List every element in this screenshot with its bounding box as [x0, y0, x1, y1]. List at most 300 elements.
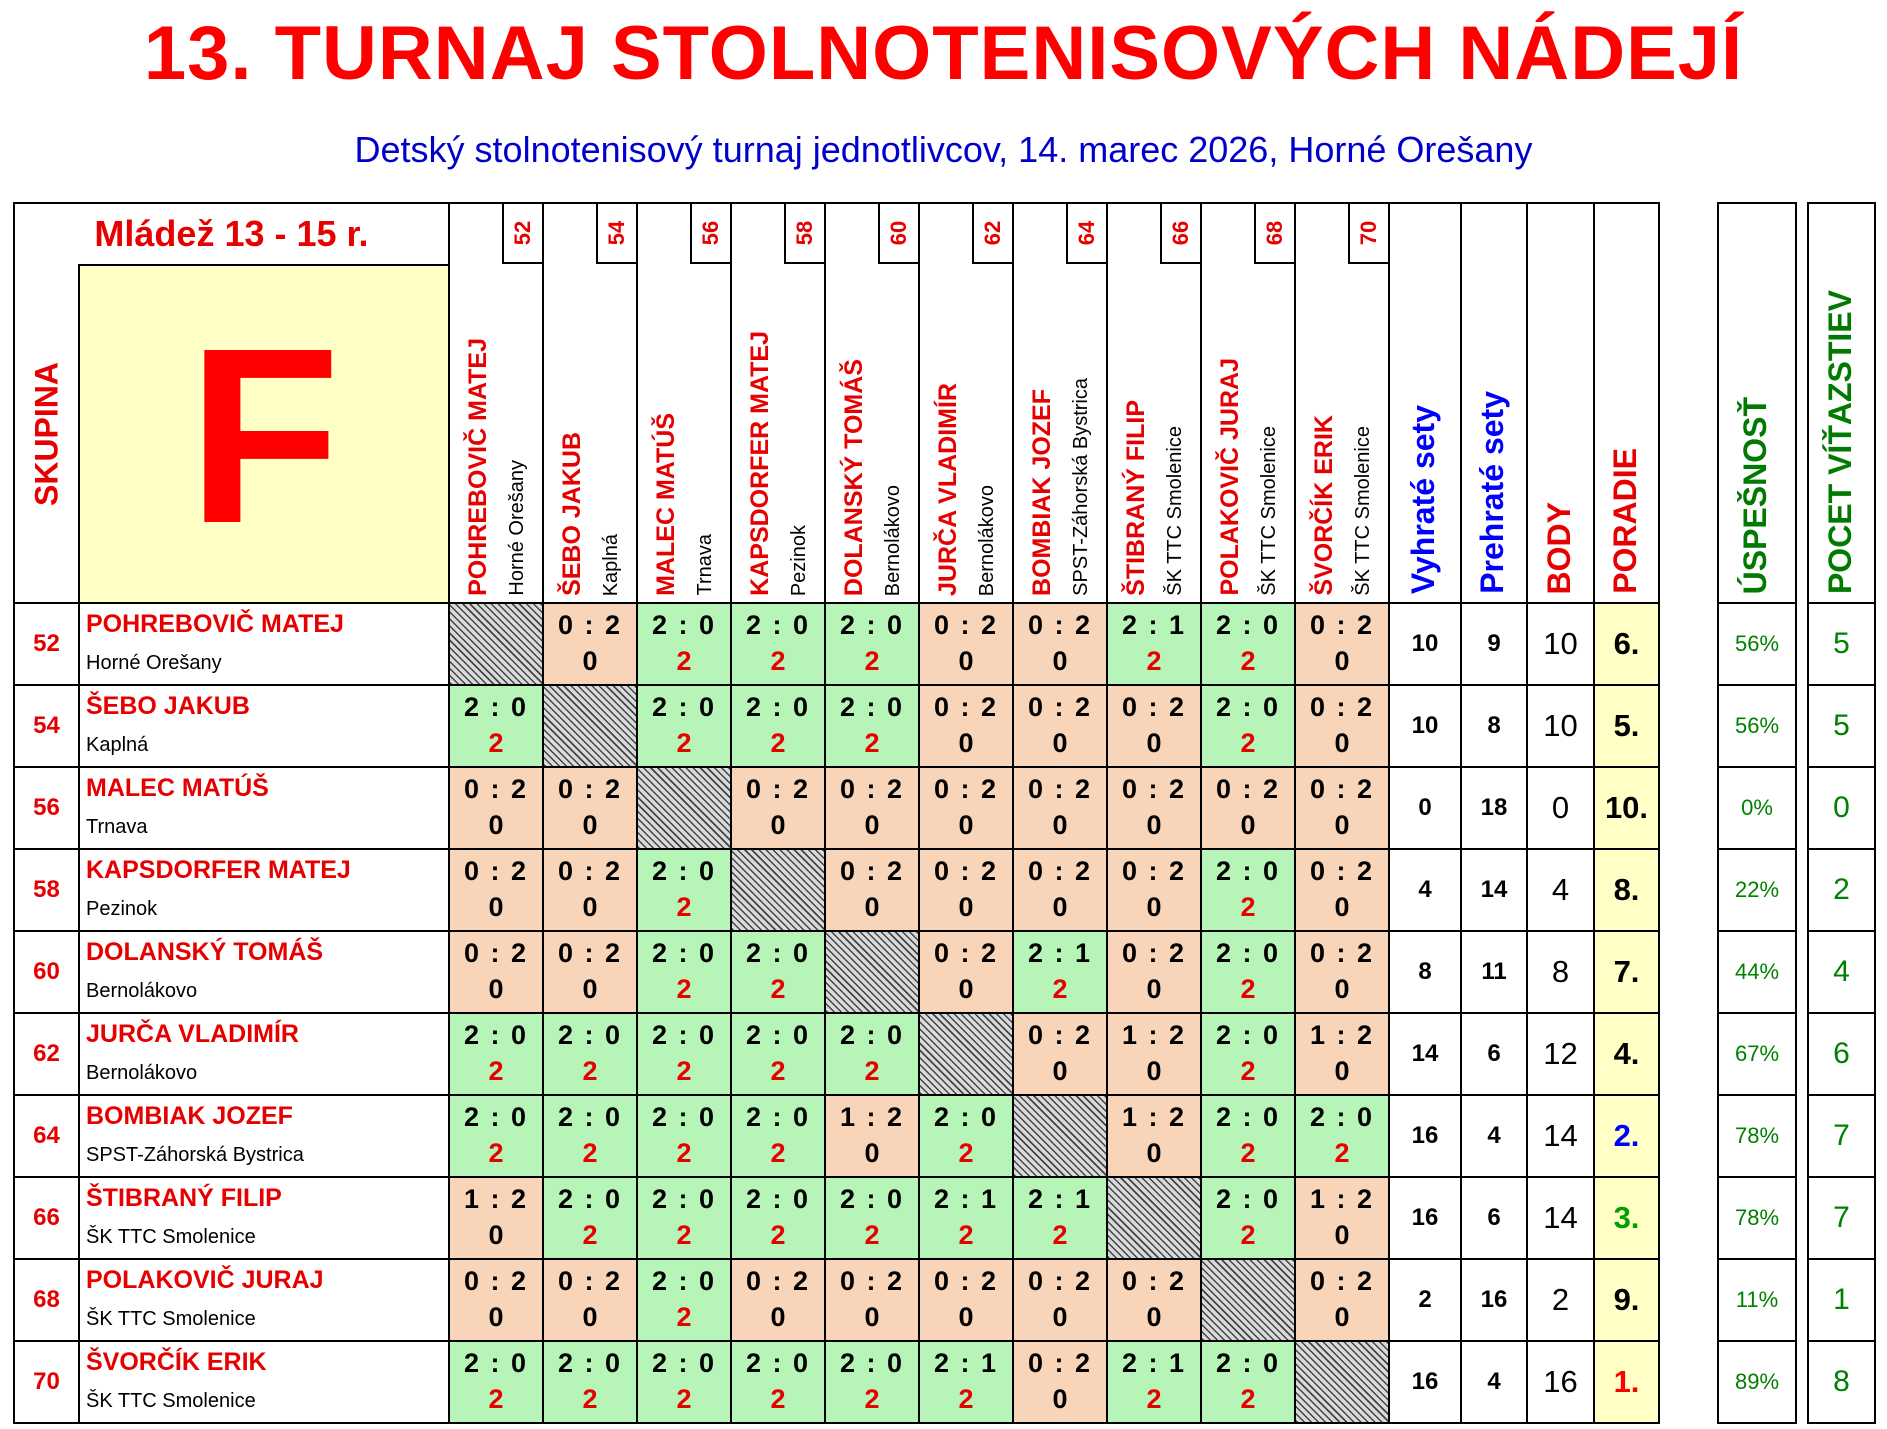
- side-row: [1718, 1259, 1796, 1341]
- match-points: 2: [770, 1056, 786, 1086]
- side-row: [1808, 849, 1875, 931]
- column-player-club: ŠK TTC Smolenice: [1164, 426, 1186, 596]
- match-points: 0: [582, 646, 598, 676]
- match-score: 2 : 0: [745, 610, 811, 640]
- match-cell: [449, 1177, 543, 1259]
- match-points: 2: [488, 1056, 504, 1086]
- row-player-name: BOMBIAK JOZEF: [86, 1102, 293, 1130]
- match-cell: [637, 603, 731, 685]
- match-score: 2 : 0: [651, 1102, 717, 1132]
- match-points: 0: [488, 974, 504, 1004]
- match-cell-self: [1201, 1259, 1295, 1341]
- lost-sets-cell: 9: [1461, 603, 1527, 685]
- column-number: 56: [698, 220, 723, 246]
- match-points: 2: [676, 1220, 692, 1250]
- match-cell: [449, 1013, 543, 1095]
- won-sets-cell: 10: [1389, 685, 1461, 767]
- match-score: 0 : 2: [745, 1266, 811, 1296]
- header-points-label: BODY: [1540, 501, 1577, 594]
- side-row: [1718, 1341, 1796, 1423]
- points-cell: 4: [1527, 849, 1594, 931]
- match-points: 0: [1334, 1056, 1350, 1086]
- lost-sets-cell: 8: [1461, 685, 1527, 767]
- match-cell: [919, 603, 1013, 685]
- side-header-row: [1718, 203, 1796, 603]
- match-score: 0 : 2: [1027, 1266, 1093, 1296]
- match-points: 2: [864, 728, 880, 758]
- lost-sets-cell: 16: [1461, 1259, 1527, 1341]
- match-cell: [449, 767, 543, 849]
- match-cell: [543, 767, 637, 849]
- header-won-sets-label: Vyhraté sety: [1405, 404, 1441, 594]
- match-points: 0: [1334, 1220, 1350, 1250]
- match-cell: [637, 685, 731, 767]
- row-number: 62: [14, 1013, 79, 1095]
- match-points: 2: [676, 1138, 692, 1168]
- success-cell: 89%: [1718, 1341, 1796, 1423]
- match-score: 2 : 0: [745, 1184, 811, 1214]
- match-points: 2: [1240, 1138, 1256, 1168]
- match-points: 0: [1146, 1138, 1162, 1168]
- success-table: [1717, 202, 1797, 1424]
- match-score: 0 : 2: [1121, 938, 1187, 968]
- match-cell-self: [1295, 1341, 1389, 1423]
- match-score: 0 : 2: [1215, 774, 1281, 804]
- match-score: 2 : 1: [933, 1184, 999, 1214]
- match-score: 0 : 2: [557, 774, 623, 804]
- lost-sets-cell: 14: [1461, 849, 1527, 931]
- match-cell: [1107, 603, 1201, 685]
- match-score: 2 : 0: [651, 1266, 717, 1296]
- column-header-player: [919, 203, 1013, 603]
- success-cell: 56%: [1718, 685, 1796, 767]
- match-points: 2: [582, 1138, 598, 1168]
- page-title: 13. TURNAJ STOLNOTENISOVÝCH NÁDEJÍ: [143, 11, 1744, 96]
- won-sets-cell: 16: [1389, 1095, 1461, 1177]
- match-cell: [1201, 1341, 1295, 1423]
- match-points: 2: [864, 1056, 880, 1086]
- match-cell: [731, 603, 825, 685]
- match-score: 2 : 1: [1121, 610, 1187, 640]
- column-number-box: [878, 204, 918, 264]
- header-success-label: ÚSPEŠNOSŤ: [1737, 396, 1773, 594]
- match-points: 0: [1052, 892, 1068, 922]
- column-player-name: POHREBOVIČ MATEJ: [464, 338, 492, 596]
- side-header-row: [1808, 203, 1875, 603]
- match-score: 2 : 1: [1121, 1348, 1187, 1378]
- match-points: 0: [770, 810, 786, 840]
- group-header: [14, 203, 449, 603]
- wins-cell: 2: [1808, 849, 1875, 931]
- match-cell: [1107, 1259, 1201, 1341]
- match-score: 0 : 2: [463, 938, 529, 968]
- row-player: [79, 849, 449, 931]
- match-points: 0: [582, 974, 598, 1004]
- match-cell: [825, 1013, 919, 1095]
- match-cell: [1295, 849, 1389, 931]
- match-score: 2 : 0: [557, 1020, 623, 1050]
- points-cell: 14: [1527, 1177, 1594, 1259]
- match-cell: [1295, 1013, 1389, 1095]
- row-number: 66: [14, 1177, 79, 1259]
- match-cell: [1013, 849, 1107, 931]
- match-score: 2 : 0: [839, 1020, 905, 1050]
- header-lost-sets: [1461, 203, 1527, 603]
- match-cell: [449, 685, 543, 767]
- match-score: 0 : 2: [1027, 856, 1093, 886]
- match-score: 2 : 0: [745, 1020, 811, 1050]
- side-row: [1808, 1177, 1875, 1259]
- match-cell: [1013, 931, 1107, 1013]
- wins-cell: 1: [1808, 1259, 1875, 1341]
- row-player-club: Bernolákovo: [86, 980, 198, 1002]
- match-cell: [1295, 1177, 1389, 1259]
- side-row: [1718, 1177, 1796, 1259]
- match-cell: [919, 1259, 1013, 1341]
- table-row: [14, 603, 1659, 685]
- lost-sets-cell: 4: [1461, 1095, 1527, 1177]
- won-sets-cell: 4: [1389, 849, 1461, 931]
- match-cell-self: [731, 849, 825, 931]
- header-rank-label: PORADIE: [1606, 448, 1643, 594]
- column-player-club: SPST-Záhorská Bystrica: [1070, 378, 1092, 596]
- match-cell: [919, 1095, 1013, 1177]
- lost-sets-cell: 4: [1461, 1341, 1527, 1423]
- match-cell: [731, 767, 825, 849]
- match-points: 0: [1334, 974, 1350, 1004]
- match-score: 2 : 0: [839, 610, 905, 640]
- match-score: 1 : 2: [1309, 1184, 1375, 1214]
- match-points: 2: [770, 1220, 786, 1250]
- match-cell: [825, 1259, 919, 1341]
- match-points: 0: [958, 810, 974, 840]
- match-cell: [825, 603, 919, 685]
- match-points: 2: [676, 1384, 692, 1414]
- match-points: 0: [1052, 728, 1068, 758]
- column-header-player: [449, 203, 543, 603]
- row-player-name: KAPSDORFER MATEJ: [86, 856, 351, 884]
- match-cell: [543, 1177, 637, 1259]
- match-points: 2: [676, 728, 692, 758]
- wins-cell: 5: [1808, 685, 1875, 767]
- match-cell: [1295, 767, 1389, 849]
- match-cell-self: [825, 931, 919, 1013]
- match-points: 0: [488, 1220, 504, 1250]
- match-points: 2: [770, 728, 786, 758]
- match-score: 0 : 2: [1309, 1266, 1375, 1296]
- match-points: 2: [1146, 646, 1162, 676]
- match-score: 0 : 2: [1121, 692, 1187, 722]
- wins-cell: 0: [1808, 767, 1875, 849]
- column-number-box: [690, 204, 730, 264]
- match-cell: [1107, 849, 1201, 931]
- match-cell: [1201, 1177, 1295, 1259]
- side-row: [1808, 1013, 1875, 1095]
- match-score: 0 : 2: [1027, 1020, 1093, 1050]
- match-points: 0: [1146, 1302, 1162, 1332]
- wins-cell: 7: [1808, 1095, 1875, 1177]
- row-player-club: Bernolákovo: [86, 1062, 198, 1084]
- column-number: 54: [604, 220, 629, 246]
- match-score: 2 : 0: [839, 1348, 905, 1378]
- column-number: 58: [792, 220, 817, 246]
- match-points: 0: [1334, 892, 1350, 922]
- side-row: [1808, 767, 1875, 849]
- match-cell-self: [919, 1013, 1013, 1095]
- column-player-club: Pezinok: [788, 524, 810, 596]
- column-header-player: [1295, 203, 1389, 603]
- match-points: 2: [676, 1056, 692, 1086]
- match-score: 2 : 0: [1215, 1184, 1281, 1214]
- side-row: [1718, 767, 1796, 849]
- match-points: 2: [1052, 1220, 1068, 1250]
- match-cell: [731, 1095, 825, 1177]
- column-number-box: [1160, 204, 1200, 264]
- column-player-name: BOMBIAK JOZEF: [1028, 389, 1056, 596]
- rank-cell: 7.: [1594, 931, 1659, 1013]
- match-cell: [637, 1095, 731, 1177]
- column-player-name: ŠTIBRANÝ FILIP: [1122, 400, 1150, 596]
- row-player-name: MALEC MATÚŠ: [86, 774, 269, 802]
- match-points: 2: [582, 1384, 598, 1414]
- match-points: 2: [958, 1138, 974, 1168]
- group-letter-box: [78, 264, 448, 602]
- match-points: 2: [1240, 1056, 1256, 1086]
- match-cell: [1107, 767, 1201, 849]
- table-row: [14, 1341, 1659, 1423]
- table-row: [14, 685, 1659, 767]
- match-cell: [543, 849, 637, 931]
- match-score: 2 : 0: [1215, 856, 1281, 886]
- match-cell: [637, 849, 731, 931]
- match-points: 2: [1240, 646, 1256, 676]
- match-score: 2 : 0: [1215, 610, 1281, 640]
- match-cell: [1201, 603, 1295, 685]
- row-player-name: ŠEBO JAKUB: [86, 692, 250, 720]
- rank-cell: 6.: [1594, 603, 1659, 685]
- table-row: [14, 767, 1659, 849]
- match-cell: [1013, 1259, 1107, 1341]
- match-cell: [731, 1013, 825, 1095]
- match-cell: [543, 603, 637, 685]
- match-points: 0: [958, 892, 974, 922]
- column-number: 66: [1168, 220, 1193, 246]
- match-cell: [1107, 1341, 1201, 1423]
- rank-cell: 9.: [1594, 1259, 1659, 1341]
- match-cell: [1013, 685, 1107, 767]
- rank-cell: 1.: [1594, 1341, 1659, 1423]
- column-player-club: Horné Orešany: [506, 460, 528, 596]
- column-number: 60: [886, 220, 911, 246]
- row-number: 70: [14, 1341, 79, 1423]
- success-cell: 56%: [1718, 603, 1796, 685]
- match-cell-self: [1107, 1177, 1201, 1259]
- points-cell: 12: [1527, 1013, 1594, 1095]
- match-score: 0 : 2: [1309, 610, 1375, 640]
- row-number: 60: [14, 931, 79, 1013]
- match-points: 0: [488, 892, 504, 922]
- match-points: 0: [1052, 1302, 1068, 1332]
- match-points: 2: [676, 892, 692, 922]
- lost-sets-cell: 6: [1461, 1013, 1527, 1095]
- match-score: 0 : 2: [557, 1266, 623, 1296]
- wins-table: [1807, 202, 1876, 1424]
- row-number: 54: [14, 685, 79, 767]
- match-cell: [543, 931, 637, 1013]
- match-score: 0 : 2: [1027, 610, 1093, 640]
- match-score: 2 : 0: [745, 692, 811, 722]
- match-score: 1 : 2: [1309, 1020, 1375, 1050]
- column-header-player: [543, 203, 637, 603]
- rank-cell: 10.: [1594, 767, 1659, 849]
- match-points: 0: [1146, 728, 1162, 758]
- match-points: 2: [1240, 1220, 1256, 1250]
- match-cell: [731, 1341, 825, 1423]
- side-row: [1718, 849, 1796, 931]
- group-label: SKUPINA: [28, 361, 64, 507]
- wins-cell: 8: [1808, 1341, 1875, 1423]
- header-rank: [1594, 203, 1659, 603]
- table-row: [14, 1013, 1659, 1095]
- match-points: 2: [1240, 728, 1256, 758]
- header-points: [1527, 203, 1594, 603]
- match-points: 2: [488, 728, 504, 758]
- match-cell: [919, 1177, 1013, 1259]
- category-label: Mládež 13 - 15 r.: [94, 213, 369, 254]
- table-row: [14, 1259, 1659, 1341]
- match-cell: [1013, 1341, 1107, 1423]
- match-points: 0: [582, 1302, 598, 1332]
- match-score: 0 : 2: [933, 938, 999, 968]
- match-points: 0: [582, 892, 598, 922]
- match-points: 0: [1334, 1302, 1350, 1332]
- match-cell: [1201, 685, 1295, 767]
- side-row: [1718, 603, 1796, 685]
- match-points: 2: [488, 1384, 504, 1414]
- match-score: 2 : 0: [557, 1348, 623, 1378]
- table-row: [14, 931, 1659, 1013]
- match-cell: [449, 931, 543, 1013]
- side-row: [1808, 1341, 1875, 1423]
- column-player-name: DOLANSKÝ TOMÁŠ: [840, 358, 868, 596]
- column-player-club: Kaplná: [600, 533, 622, 596]
- row-number: 68: [14, 1259, 79, 1341]
- match-points: 0: [864, 1138, 880, 1168]
- match-cell: [1295, 685, 1389, 767]
- match-cell: [1295, 931, 1389, 1013]
- match-points: 0: [488, 810, 504, 840]
- side-row: [1718, 1013, 1796, 1095]
- column-player-name: KAPSDORFER MATEJ: [746, 331, 774, 596]
- row-player-name: JURČA VLADIMÍR: [86, 1020, 299, 1048]
- row-number: 64: [14, 1095, 79, 1177]
- match-points: 2: [676, 646, 692, 676]
- row-player: [79, 1095, 449, 1177]
- match-score: 2 : 0: [463, 692, 529, 722]
- match-points: 2: [770, 646, 786, 676]
- match-cell: [1201, 849, 1295, 931]
- match-cell: [1295, 1259, 1389, 1341]
- match-score: 0 : 2: [1309, 774, 1375, 804]
- lost-sets-cell: 18: [1461, 767, 1527, 849]
- row-player-club: ŠK TTC Smolenice: [86, 1308, 256, 1330]
- match-cell: [731, 1177, 825, 1259]
- match-cell: [543, 1095, 637, 1177]
- match-points: 0: [1334, 728, 1350, 758]
- column-header-player: [1013, 203, 1107, 603]
- row-player-name: POHREBOVIČ MATEJ: [86, 610, 344, 638]
- match-points: 0: [1240, 810, 1256, 840]
- match-points: 0: [1052, 1056, 1068, 1086]
- side-row: [1808, 1095, 1875, 1177]
- column-header-player: [637, 203, 731, 603]
- match-cell: [449, 849, 543, 931]
- match-cell: [731, 685, 825, 767]
- match-score: 0 : 2: [839, 774, 905, 804]
- match-points: 0: [1334, 646, 1350, 676]
- column-number-box: [1254, 204, 1294, 264]
- success-cell: 78%: [1718, 1177, 1796, 1259]
- match-cell: [1201, 1095, 1295, 1177]
- match-cell: [637, 1341, 731, 1423]
- match-cell: [637, 1177, 731, 1259]
- side-row: [1718, 931, 1796, 1013]
- column-number: 64: [1074, 220, 1099, 246]
- match-score: 2 : 0: [1309, 1102, 1375, 1132]
- column-player-club: Trnava: [694, 534, 716, 596]
- match-score: 0 : 2: [933, 856, 999, 886]
- match-cell: [731, 1259, 825, 1341]
- match-score: 2 : 0: [463, 1102, 529, 1132]
- match-score: 2 : 0: [557, 1102, 623, 1132]
- results-table: [13, 202, 1660, 1424]
- row-player-club: ŠK TTC Smolenice: [86, 1390, 256, 1412]
- match-cell: [731, 931, 825, 1013]
- match-points: 0: [958, 646, 974, 676]
- rank-cell: 8.: [1594, 849, 1659, 931]
- match-points: 2: [1052, 974, 1068, 1004]
- match-score: 0 : 2: [557, 856, 623, 886]
- header-wins: [1808, 203, 1875, 603]
- wins-cell: 5: [1808, 603, 1875, 685]
- match-score: 1 : 2: [1121, 1020, 1187, 1050]
- match-points: 2: [864, 1220, 880, 1250]
- match-score: 0 : 2: [839, 1266, 905, 1296]
- match-score: 0 : 2: [839, 856, 905, 886]
- column-player-name: ŠVORČÍK ERIK: [1310, 415, 1338, 596]
- match-points: 0: [864, 810, 880, 840]
- won-sets-cell: 16: [1389, 1341, 1461, 1423]
- match-cell: [825, 685, 919, 767]
- table-row: [14, 1095, 1659, 1177]
- match-cell: [919, 685, 1013, 767]
- match-score: 2 : 0: [1215, 1348, 1281, 1378]
- match-cell: [825, 849, 919, 931]
- column-player-name: JURČA VLADIMÍR: [934, 383, 962, 596]
- won-sets-cell: 0: [1389, 767, 1461, 849]
- match-cell: [1107, 1095, 1201, 1177]
- match-points: 0: [958, 1302, 974, 1332]
- row-player-name: DOLANSKÝ TOMÁŠ: [86, 938, 324, 966]
- side-row: [1808, 603, 1875, 685]
- match-points: 2: [1240, 892, 1256, 922]
- match-cell: [825, 1341, 919, 1423]
- match-score: 2 : 1: [1027, 1184, 1093, 1214]
- rank-cell: 5.: [1594, 685, 1659, 767]
- match-score: 2 : 0: [839, 692, 905, 722]
- row-player-club: ŠK TTC Smolenice: [86, 1226, 256, 1248]
- column-number-box: [596, 204, 636, 264]
